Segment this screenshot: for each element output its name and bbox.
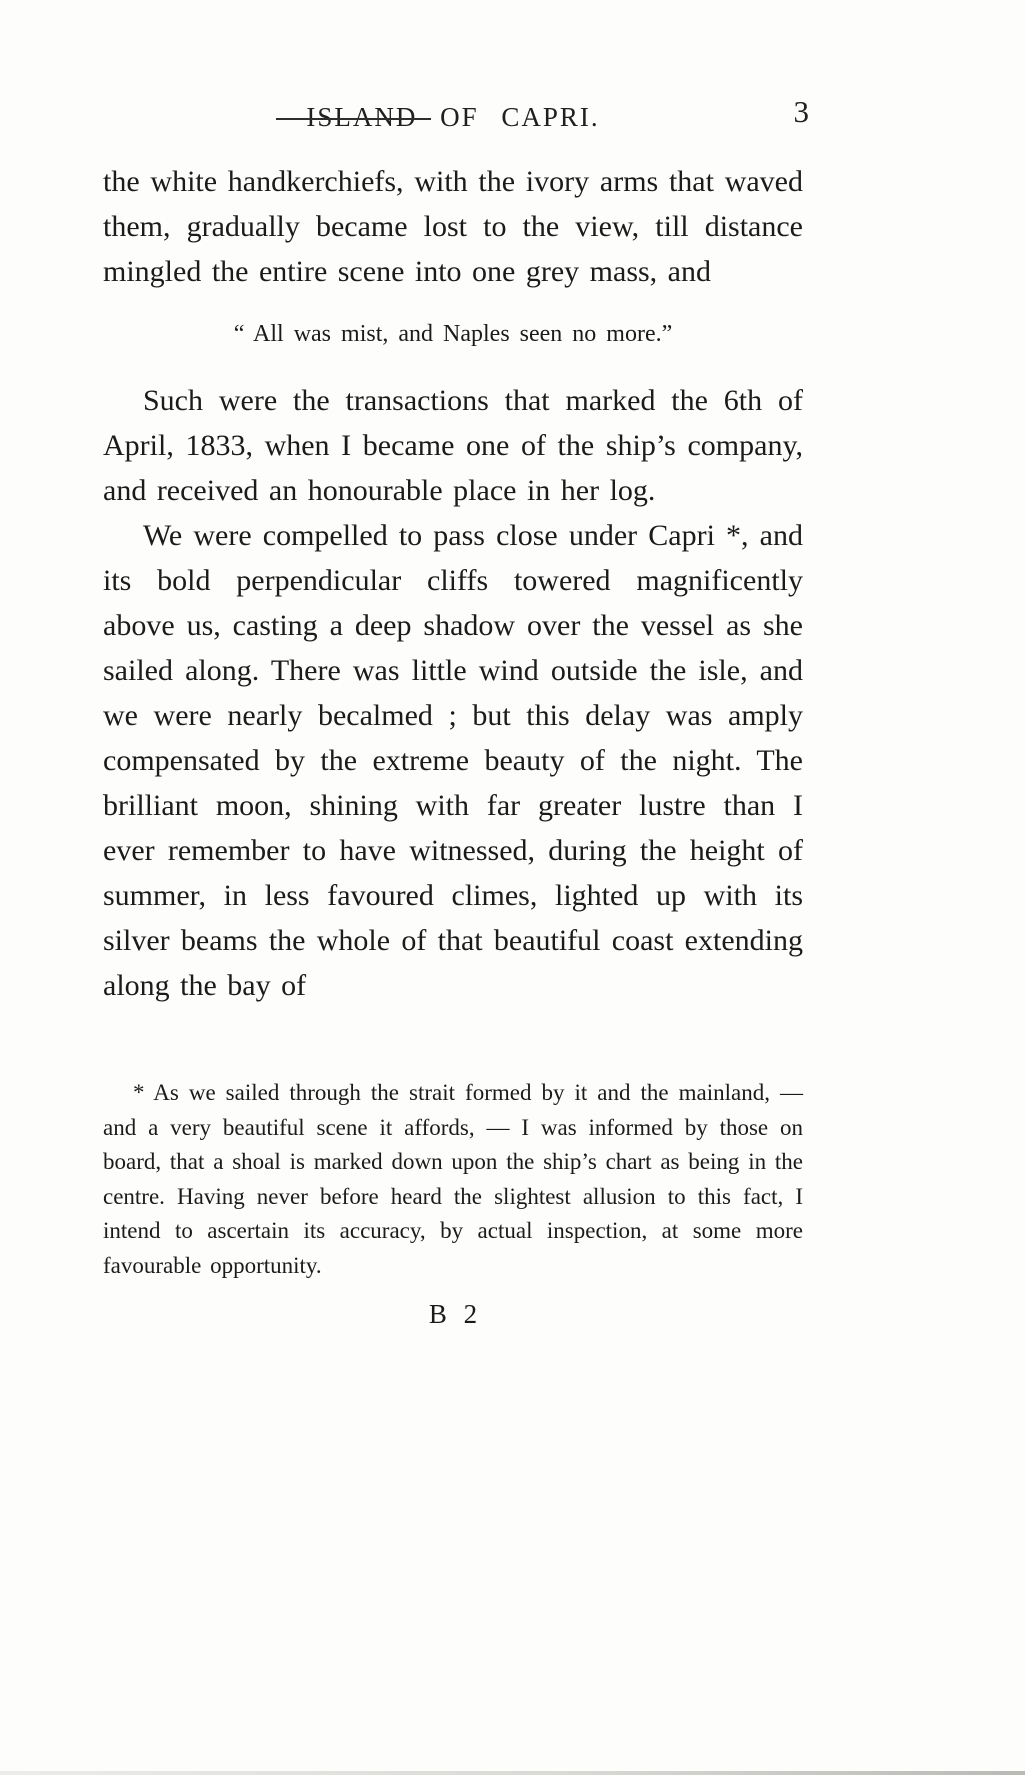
paragraph: We were compelled to pass close under Capri *, and its bold perpendicular cliffs towered magnificently above us, casting a deep shadow over the vessel as she sailed along. There was little wind outside the isle, and we were nearly becalmed ; but this delay was amply compensated by the extreme beauty of the night. The brilliant moon, shining with far greater lustre than I ever remember to have witnessed, during the height of summer, in less favoured climes, lighted up with its silver beams the whole of that beautiful coast extending along the bay of (103, 519, 803, 1002)
page-header (103, 94, 809, 133)
running-title-word-struck: ISLAND (306, 102, 418, 132)
page-number: 3 (793, 94, 809, 129)
paragraph: Such were the transactions that marked the 6th of April, 1833, when I became one of the ship’s company, and received an honourable place in her log. (103, 384, 803, 507)
paragraph-continuation: the white handkerchiefs, with the ivory arms that waved them, gradually became lost to the view, till distance mingled the entire scene into one grey mass, and (103, 165, 803, 288)
footnote: * As we sailed through the strait formed by it and the mainland, — and a very beautiful scene it affords, — I was informed by those on board, that a shoal is marked down upon the ship’s chart as being in the centre. Having never before heard the slightest allusion to this fact, I intend to ascertain its accuracy, by actual inspection, at some more favourable opportunity. (103, 1080, 803, 1278)
signature-mark: B 2 (428, 1299, 478, 1329)
running-title-rest: OF CAPRI. (440, 102, 600, 132)
running-title (306, 102, 599, 133)
verse-quote: “ All was mist, and Naples seen no more.” (233, 321, 673, 347)
scan-edge-artifact (0, 1771, 1025, 1775)
